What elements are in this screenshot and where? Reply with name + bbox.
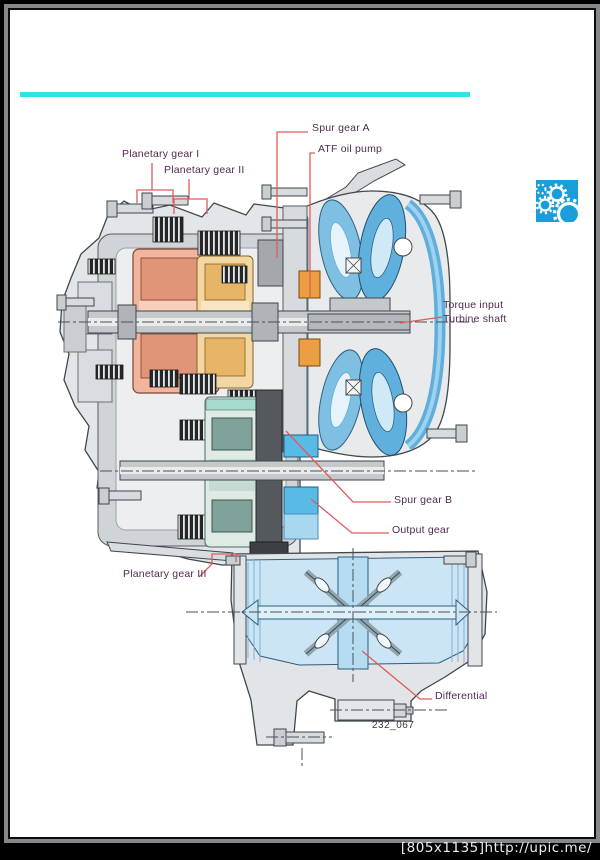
- label-spur-gear-b: Spur gear B: [394, 494, 453, 506]
- label-turbine-shaft: Turbine shaft: [443, 313, 507, 325]
- hoster-watermark: [805x1135]http://upic.me/: [400, 840, 592, 856]
- label-atf-oil-pump: ATF oil pump: [318, 143, 383, 155]
- label-planetary-gear-1: Planetary gear I: [122, 148, 200, 160]
- label-output-gear: Output gear: [392, 524, 450, 536]
- label-planetary-gear-2: Planetary gear II: [164, 164, 245, 176]
- label-planetary-gear-3: Planetary gear III: [123, 568, 207, 580]
- figure-number: 232_067: [372, 720, 415, 731]
- label-differential: Differential: [435, 690, 488, 702]
- label-torque-input: Torque input: [443, 299, 504, 311]
- label-spur-gear-a: Spur gear A: [312, 122, 370, 134]
- spur-gear-a-part: [258, 240, 283, 286]
